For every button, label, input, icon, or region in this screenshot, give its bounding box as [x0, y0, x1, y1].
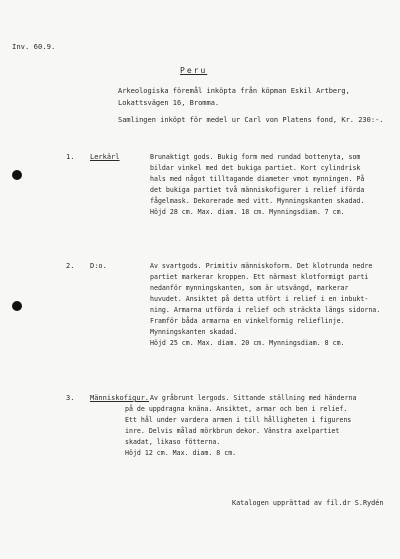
catalog-signature: Katalogen upprättad av fil.dr S.Rydén [232, 499, 384, 507]
intro-line-1: Arkeologiska föremål inköpta från köpman Eskil Artberg, [118, 87, 350, 95]
page-title: Peru [180, 66, 208, 75]
item-text-line: Av svartgods. Primitiv människoform. Det klotrunda nedre [150, 262, 373, 270]
item-heading: D:o. [90, 262, 107, 270]
item-number: 2. [66, 262, 75, 270]
item-text-line: på de uppdragna knäna. Ansiktet, armar och ben i relief. [125, 405, 348, 413]
item-number: 3. [66, 394, 75, 402]
item-text-line: Mynningskanten skadad. [150, 328, 238, 336]
intro-line-2: Lokattsvägen 16, Bromma. [118, 99, 220, 107]
item-text-line: hals med något tilltagande diameter vmot mynningen. På [150, 175, 365, 183]
item-text-line: det bukiga partiet två människofigurer i relief iförda [150, 186, 365, 194]
inventory-number: Inv. 60.9. [12, 42, 56, 51]
item-text-line: Brunaktigt gods. Bukig form med rundad bottenyta, som [150, 153, 361, 161]
item-text-line: Ett hål under vardera armen i till hålligheten i figurens [125, 416, 352, 424]
item-text-line: partiet markerar kroppen. Ett närmast klotformigt parti [150, 273, 369, 281]
item-heading: Människofigur. [90, 394, 150, 402]
intro-line-3: Samlingen inköpt för medel ur Carl von Platens fond, Kr. 230:-. [118, 116, 384, 124]
item-text-line: bildar vinkel med det bukiga partiet. Kort cylindrisk [150, 164, 361, 172]
item-text-line: Höjd 12 cm. Max. diam. 8 cm. [125, 449, 237, 457]
item-text-line: fågelmask. Dekorerade med vitt. Mynningskanten skadad. [150, 197, 365, 205]
item-heading: Lerkärl [90, 153, 120, 161]
item-text-line: nedanför mynningskanten, som är utsvängd, markerar [150, 284, 349, 292]
punch-hole [12, 170, 22, 180]
item-text-line: huvudet. Ansiktet på detta utfört i relief i en inbukt- [150, 295, 369, 303]
item-text-line: inre. Delvis målad mörkbrun dekor. Vänstra axelpartiet [125, 427, 340, 435]
item-text-line: skadat, likaso fötterna. [125, 438, 221, 446]
item-text-line: Höjd 25 cm. Max. diam. 20 cm. Mynningsdiam. 8 cm. [150, 339, 345, 347]
item-text-line: Höjd 28 cm. Max. diam. 18 cm. Mynningsdiam. 7 cm. [150, 208, 345, 216]
item-text-line: Av gråbrunt lergods. Sittande ställning med händerna [150, 394, 357, 402]
item-number: 1. [66, 153, 75, 161]
item-text-line: Framför båda armarna en vinkelformig relieflinje. [150, 317, 345, 325]
punch-hole [12, 301, 22, 311]
item-text-line: ning. Armarna utförda i relief och sträckta längs sidorna. [150, 306, 381, 314]
